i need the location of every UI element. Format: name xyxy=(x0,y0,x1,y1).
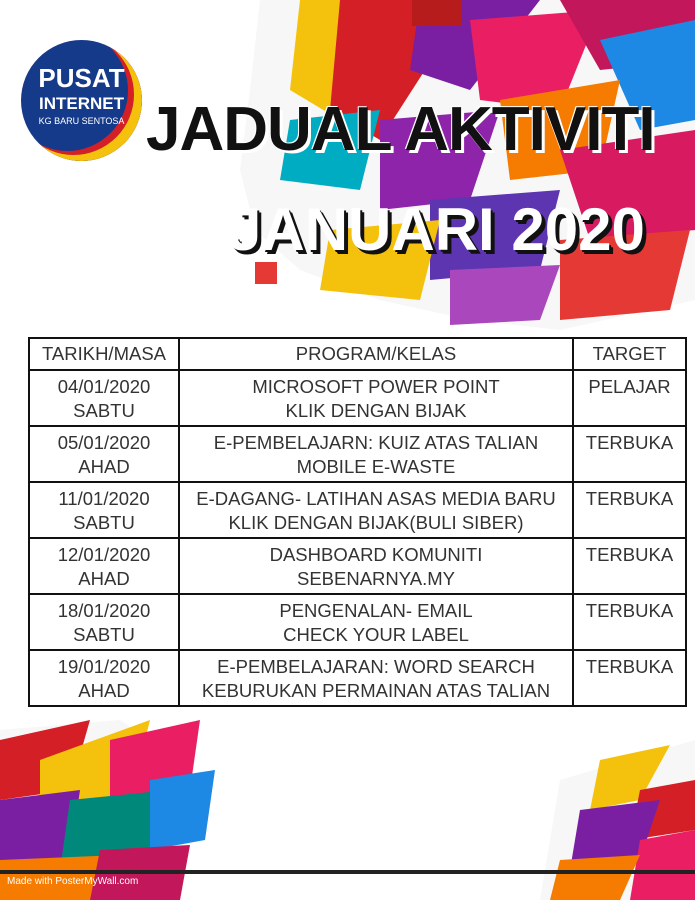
program-text: PENGENALAN- EMAIL xyxy=(279,600,473,621)
program-cell xyxy=(179,370,573,426)
target-cell: TERBUKA xyxy=(573,538,686,594)
target-cell: TERBUKA xyxy=(573,594,686,650)
page-subtitle-month: JANUARI 2020 xyxy=(228,196,645,263)
footer-divider xyxy=(0,870,695,874)
date-text: 04/01/2020 xyxy=(57,376,151,397)
pusat-internet-logo xyxy=(21,40,142,161)
date-cell xyxy=(29,482,179,538)
program-cell xyxy=(179,426,573,482)
program-cell xyxy=(179,482,573,538)
day-text: AHAD xyxy=(78,680,130,701)
program-text: E-PEMBELAJARN: KUIZ ATAS TALIAN xyxy=(213,432,539,453)
table-row xyxy=(29,650,686,706)
table-row xyxy=(29,426,686,482)
day-text: SABTU xyxy=(73,512,135,533)
date-text: 12/01/2020 xyxy=(57,544,151,565)
table-row xyxy=(29,594,686,650)
postermywall-watermark-link[interactable]: Made with PosterMyWall.com xyxy=(7,876,139,887)
day-text: AHAD xyxy=(78,568,130,589)
program-subtext: KLIK DENGAN BIJAK(BULI SIBER) xyxy=(228,512,524,533)
target-cell: TERBUKA xyxy=(573,482,686,538)
date-cell xyxy=(29,426,179,482)
program-cell xyxy=(179,538,573,594)
program-subtext: MOBILE E-WASTE xyxy=(296,456,456,477)
date-text: 19/01/2020 xyxy=(57,656,151,677)
program-text: E-DAGANG- LATIHAN ASAS MEDIA BARU xyxy=(196,488,556,509)
program-cell xyxy=(179,650,573,706)
date-text: 11/01/2020 xyxy=(58,488,150,509)
program-cell xyxy=(179,594,573,650)
activity-schedule-table xyxy=(28,337,687,707)
header-target: TARGET xyxy=(573,338,686,370)
program-text: E-PEMBELAJARAN: WORD SEARCH xyxy=(217,656,535,677)
logo-line2: INTERNET xyxy=(39,94,124,113)
logo-line3: KG BARU SENTOSA xyxy=(38,116,125,126)
program-subtext: CHECK YOUR LABEL xyxy=(283,624,469,645)
day-text: SABTU xyxy=(73,400,135,421)
page-title: JADUAL AKTIVITI xyxy=(146,95,655,164)
target-cell: PELAJAR xyxy=(573,370,686,426)
program-subtext: KEBURUKAN PERMAINAN ATAS TALIAN xyxy=(201,680,551,701)
day-text: SABTU xyxy=(73,624,135,645)
date-text: 05/01/2020 xyxy=(57,432,151,453)
table-row xyxy=(29,370,686,426)
header-program: PROGRAM/KELAS xyxy=(179,338,573,370)
date-text: 18/01/2020 xyxy=(57,600,151,621)
target-cell: TERBUKA xyxy=(573,650,686,706)
program-subtext: KLIK DENGAN BIJAK xyxy=(285,400,467,421)
day-text: AHAD xyxy=(78,456,130,477)
date-cell xyxy=(29,370,179,426)
table-header-row xyxy=(29,338,686,370)
program-subtext: SEBENARNYA.MY xyxy=(297,568,455,589)
target-cell: TERBUKA xyxy=(573,426,686,482)
program-text: DASHBOARD KOMUNITI xyxy=(269,544,483,565)
logo-line1: PUSAT xyxy=(38,63,125,93)
date-cell xyxy=(29,538,179,594)
table-row xyxy=(29,538,686,594)
header-date-time: TARIKH/MASA xyxy=(29,338,179,370)
program-text: MICROSOFT POWER POINT xyxy=(252,376,500,397)
date-cell xyxy=(29,650,179,706)
date-cell xyxy=(29,594,179,650)
table-row xyxy=(29,482,686,538)
